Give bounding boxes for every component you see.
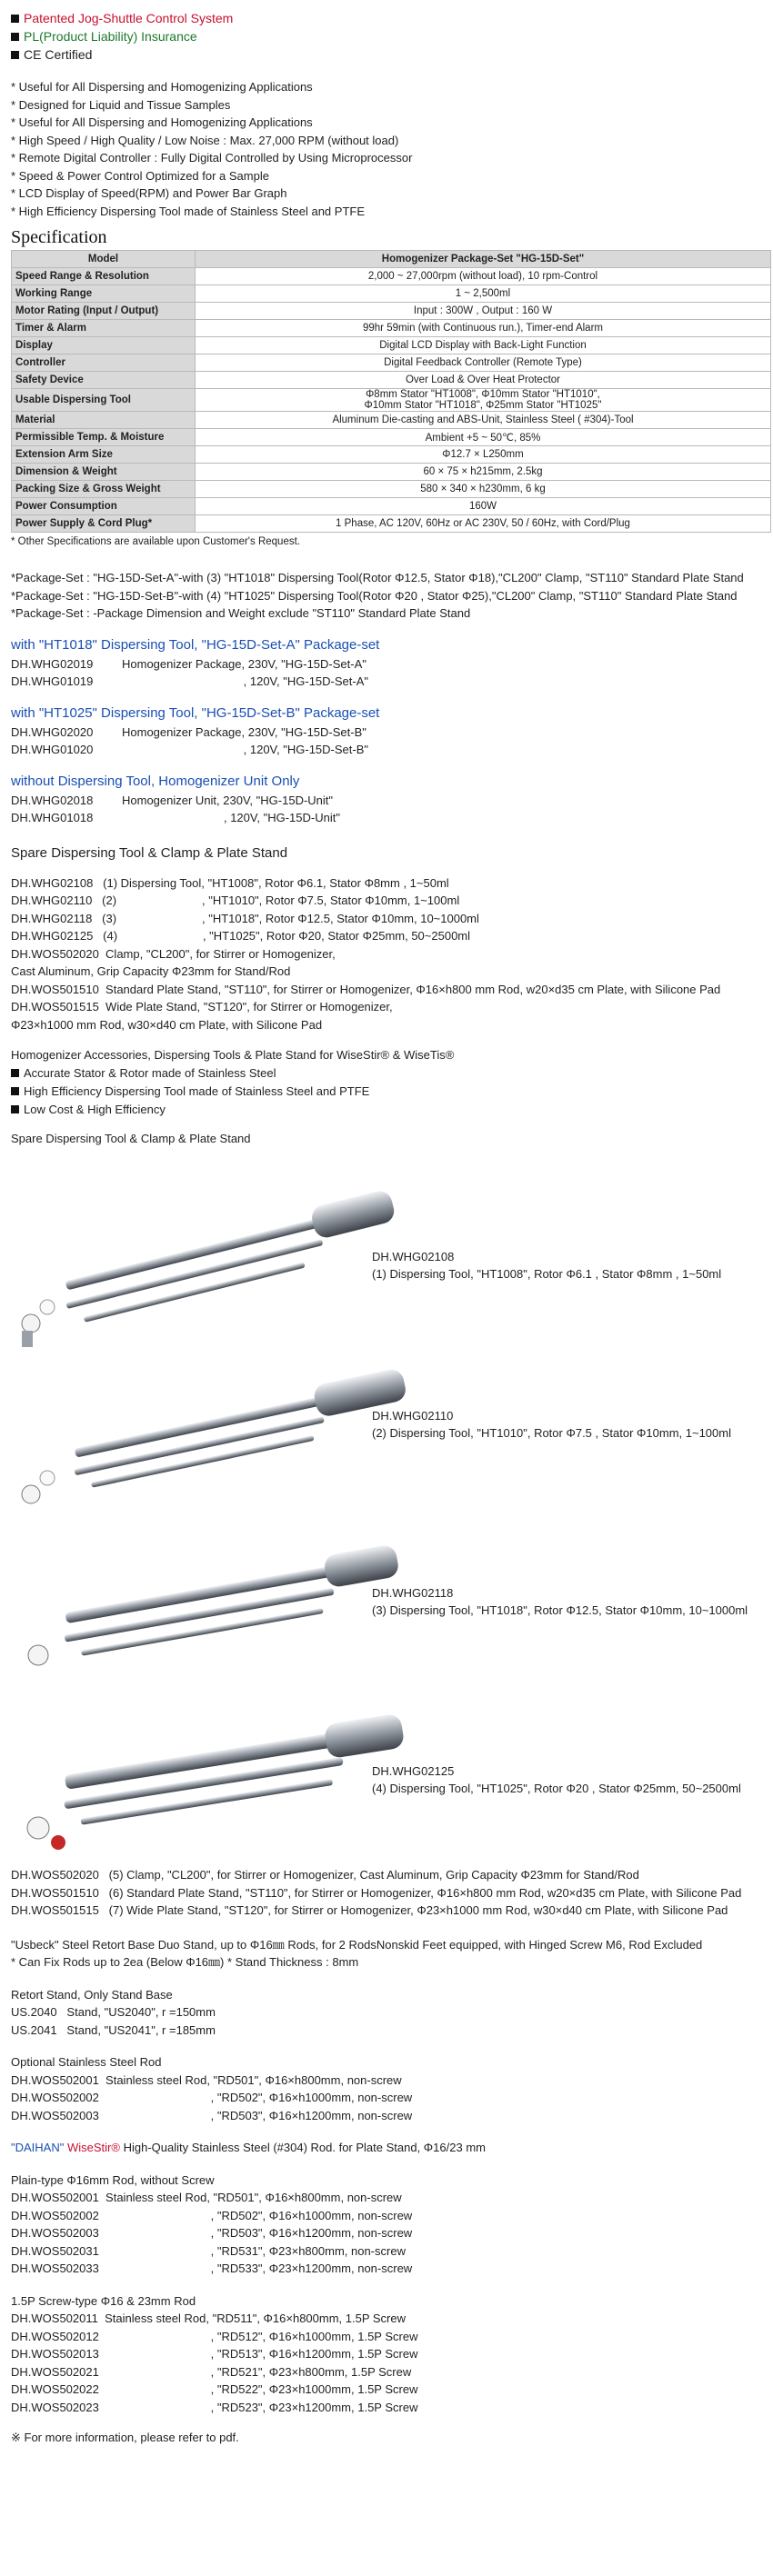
screw-line: DH.WOS502022 , "RD522", Φ23×h1000mm, 1.5P Screw: [11, 2382, 418, 2396]
spec-value: Digital Feedback Controller (Remote Type): [196, 354, 771, 372]
spec-header-cell: Model: [12, 251, 196, 268]
product-desc: , 120V, "HG-15D-Unit": [122, 811, 340, 824]
spec-key: Power Consumption: [12, 498, 196, 515]
spec-row: [12, 268, 771, 285]
tool-caption: [372, 1248, 721, 1283]
square-bullet-icon: [11, 1105, 19, 1113]
footer-note: ※ For more information, please refer to pdf.: [11, 2431, 239, 2444]
bullet-line: * High Speed / High Quality / Low Noise : Max. 27,000 RPM (without load): [11, 133, 399, 147]
tool-caption: [372, 1407, 731, 1442]
optional-title: Optional Stainless Steel Rod: [11, 2055, 162, 2069]
bullet-line: * Useful for All Dispersing and Homogenizing Applications: [11, 80, 313, 94]
feature-text: Patented Jog-Shuttle Control System: [24, 11, 234, 25]
product-desc: , 120V, "HG-15D-Set-A": [122, 674, 369, 688]
spec-key: Timer & Alarm: [12, 320, 196, 337]
optional-line: DH.WOS502003 , "RD503", Φ16×h1200mm, non-screw: [11, 2108, 413, 2122]
spec-row: [12, 285, 771, 303]
tool-code: DH.WHG02125: [372, 1764, 455, 1778]
spare-line: DH.WHG02108 (1) Dispersing Tool, "HT1008", Rotor Φ6.1, Stator Φ8mm , 1~50ml: [11, 875, 449, 890]
accessory-point: [11, 1101, 762, 1119]
product-code: DH.WHG02019: [11, 656, 94, 671]
clamp-line: DH.WOS501515 (7) Wide Plate Stand, "ST120", for Stirrer or Homogenizer, Φ23×h1000 mm Rod, w30×d40 cm Plate, with Silicone Pad: [11, 1903, 728, 1917]
spare-line: Φ23×h1000 mm Rod, w30×d40 cm Plate, with Silicone Pad: [11, 1017, 323, 1032]
tool-block: [11, 1153, 762, 1351]
set-b-title: with "HT1025" Dispersing Tool, "HG-15D-Set-B" Package-set: [11, 704, 380, 721]
accessory-text: Low Cost & High Efficiency: [24, 1102, 166, 1116]
set-a-title: with "HT1018" Dispersing Tool, "HG-15D-Set-A" Package-set: [11, 636, 380, 653]
spec-row: [12, 464, 771, 481]
bullet-line: * High Efficiency Dispersing Tool made of Stainless Steel and PTFE: [11, 204, 365, 218]
daihan-text: High-Quality Stainless Steel (#304) Rod. for Plate Stand, Φ16/23 mm: [123, 2141, 486, 2154]
retort-line: US.2041 Stand, "US2041", r =185mm: [11, 2022, 216, 2037]
daihan-brand: "DAIHAN": [11, 2141, 65, 2154]
square-bullet-icon: [11, 51, 19, 59]
usbeck-line: * Can Fix Rods up to 2ea (Below Φ16㎜) * Stand Thickness : 8mm: [11, 1955, 359, 1969]
spec-value: Digital LCD Display with Back-Light Function: [196, 337, 771, 354]
product-desc: , 120V, "HG-15D-Set-B": [122, 743, 369, 756]
plain-line: DH.WOS502033 , "RD533", Φ23×h1200mm, non-screw: [11, 2261, 413, 2275]
tool-desc: (4) Dispersing Tool, "HT1025", Rotor Φ20 , Stator Φ25mm, 50~2500ml: [372, 1782, 741, 1795]
bullet-line: * Remote Digital Controller : Fully Digital Controlled by Using Microprocessor: [11, 151, 413, 165]
feature-item: [11, 45, 762, 64]
spec-note: * Other Specifications are available upon Customer's Request.: [11, 536, 300, 547]
spare-line: DH.WOS501515 Wide Plate Stand, "ST120", for Stirrer or Homogenizer,: [11, 1000, 393, 1013]
square-bullet-icon: [11, 15, 19, 23]
spec-value: Φ8mm Stator "HT1008", Φ10mm Stator "HT1010", Φ10mm Stator "HT1018", Φ25mm Stator "HT1025": [196, 389, 771, 412]
daihan-line: [11, 2139, 762, 2157]
tool-code: DH.WHG02118: [372, 1586, 454, 1600]
spec-key: Usable Dispersing Tool: [12, 389, 196, 412]
usbeck-line: "Usbeck" Steel Retort Base Duo Stand, up to Φ16㎜ Rods, for 2 RodsNonskid Feet equipped, with Hinged Screw M6, Rod Excluded: [11, 1937, 703, 1952]
optional-line: DH.WOS502001 Stainless steel Rod, "RD501", Φ16×h800mm, non-screw: [11, 2072, 402, 2087]
product-page: [11, 9, 762, 2447]
spec-row: [12, 412, 771, 429]
tool-code: DH.WHG02108: [372, 1250, 455, 1263]
spec-value: 1 Phase, AC 120V, 60Hz or AC 230V, 50 / 60Hz, with Cord/Plug: [196, 515, 771, 533]
package-notes: [11, 569, 762, 623]
screw-line: DH.WOS502011 Stainless steel Rod, "RD511", Φ16×h800mm, 1.5P Screw: [11, 2311, 407, 2325]
spec-header-row: [12, 251, 771, 268]
plain-title: Plain-type Φ16mm Rod, without Screw: [11, 2172, 215, 2187]
bullet-list: [11, 78, 762, 220]
clamp-line: DH.WOS501510 (6) Standard Plate Stand, "ST110", for Stirrer or Homogenizer, Φ16×h800 mm Rod, w20×d35 cm Plate, with Silicone Pad: [11, 1885, 742, 1900]
bullet-line: * Designed for Liquid and Tissue Samples: [11, 97, 231, 112]
spec-value: Aluminum Die-casting and ABS-Unit, Stainless Steel ( #304)-Tool: [196, 412, 771, 429]
tool-code: DH.WHG02110: [372, 1409, 454, 1423]
product-code: DH.WHG01018: [11, 811, 94, 824]
feature-text: PL(Product Liability) Insurance: [24, 29, 197, 44]
spec-key: Extension Arm Size: [12, 446, 196, 464]
feature-text: CE Certified: [24, 47, 93, 62]
screw-line: DH.WOS502021 , "RD521", Φ23×h800mm, 1.5P Screw: [11, 2364, 412, 2379]
spec-key: Working Range: [12, 285, 196, 303]
screw-title: 1.5P Screw-type Φ16 & 23mm Rod: [11, 2293, 196, 2308]
bullet-line: * Useful for All Dispersing and Homogenizing Applications: [11, 115, 313, 129]
spare-line: DH.WOS501510 Standard Plate Stand, "ST110", for Stirrer or Homogenizer, Φ16×h800 mm Rod, w20×d35 cm Plate, with Silicone Pad: [11, 982, 721, 996]
spec-row: [12, 320, 771, 337]
spare-line: DH.WHG02118 (3) , "HT1018", Rotor Φ12.5, Stator Φ10mm, 10~1000ml: [11, 911, 479, 925]
spec-row: [12, 429, 771, 446]
tool-caption: [372, 1584, 748, 1619]
spare-list: [11, 874, 762, 1034]
spec-key: Motor Rating (Input / Output): [12, 303, 196, 320]
feature-list: [11, 9, 762, 64]
spec-header-cell: Homogenizer Package-Set "HG-15D-Set": [196, 251, 771, 268]
spec-key: Safety Device: [12, 372, 196, 389]
spec-row: [12, 372, 771, 389]
tool-block: [11, 1351, 762, 1519]
spec-value: 160W: [196, 498, 771, 515]
spare-title: Spare Dispersing Tool & Clamp & Plate Stand: [11, 844, 288, 861]
tool-caption: [372, 1762, 741, 1797]
square-bullet-icon: [11, 1087, 19, 1095]
optional-line: DH.WOS502002 , "RD502", Φ16×h1000mm, non-screw: [11, 2091, 413, 2104]
square-bullet-icon: [11, 33, 19, 41]
plain-line: DH.WOS502003 , "RD503", Φ16×h1200mm, non-screw: [11, 2226, 413, 2240]
spec-key: Packing Size & Gross Weight: [12, 481, 196, 498]
screw-line: DH.WOS502023 , "RD523", Φ23×h1200mm, 1.5P Screw: [11, 2400, 418, 2414]
spec-value: Φ12.7 × L250mm: [196, 446, 771, 464]
square-bullet-icon: [11, 1069, 19, 1077]
spec-value: Input : 300W , Output : 160 W: [196, 303, 771, 320]
accessory-text: High Efficiency Dispersing Tool made of Stainless Steel and PTFE: [24, 1083, 370, 1098]
spec-key: Speed Range & Resolution: [12, 268, 196, 285]
product-code: DH.WHG01020: [11, 743, 94, 756]
feature-item: [11, 9, 762, 27]
screw-line: DH.WOS502013 , "RD513", Φ16×h1200mm, 1.5P Screw: [11, 2347, 418, 2361]
spec-key: Material: [12, 412, 196, 429]
plain-line: DH.WOS502001 Stainless steel Rod, "RD501", Φ16×h800mm, non-screw: [11, 2191, 402, 2204]
tool-block: [11, 1682, 762, 1855]
spec-row: [12, 515, 771, 533]
package-note: *Package-Set : "HG-15D-Set-B"-with (4) "HT1025" Dispersing Tool(Rotor Φ20 , Stator Φ25),"CL200" Clamp, "ST110" Standard Plate Stand: [11, 588, 738, 603]
spec-value: 99hr 59min (with Continuous run.), Timer-end Alarm: [196, 320, 771, 337]
spec-body: [12, 268, 771, 533]
spec-key: Power Supply & Cord Plug*: [12, 515, 196, 533]
accessories-title: Homogenizer Accessories, Dispersing Tools & Plate Stand for WiseStir® & WiseTis®: [11, 1048, 455, 1062]
accessories-subtitle: Spare Dispersing Tool & Clamp & Plate Stand: [11, 1131, 251, 1145]
spec-key: Permissible Temp. & Moisture: [12, 429, 196, 446]
product-code: DH.WHG02020: [11, 724, 94, 739]
tool-block: [11, 1519, 762, 1682]
tool-desc: (3) Dispersing Tool, "HT1018", Rotor Φ12.5, Stator Φ10mm, 10~1000ml: [372, 1603, 748, 1617]
spare-line: DH.WHG02110 (2) , "HT1010", Rotor Φ7.5, Stator Φ10mm, 1~100ml: [11, 894, 460, 907]
spare-line: DH.WHG02125 (4) , "HT1025", Rotor Φ20, Stator Φ25mm, 50~2500ml: [11, 929, 471, 943]
retort-title: Retort Stand, Only Stand Base: [11, 1987, 173, 2002]
spec-key: Display: [12, 337, 196, 354]
product-code: DH.WHG02018: [11, 793, 94, 807]
spec-row: [12, 498, 771, 515]
retort-line: US.2040 Stand, "US2040", r =150mm: [11, 2005, 216, 2019]
spec-value: 2,000 ~ 27,000rpm (without load), 10 rpm-Control: [196, 268, 771, 285]
accessory-text: Accurate Stator & Rotor made of Stainless Steel: [24, 1065, 276, 1080]
spec-row: [12, 303, 771, 320]
clamp-list: [11, 1866, 762, 1920]
spec-value: 1 ~ 2,500ml: [196, 285, 771, 303]
package-note: *Package-Set : -Package Dimension and Weight exclude "ST110" Standard Plate Stand: [11, 606, 471, 620]
bullet-line: * Speed & Power Control Optimized for a Sample: [11, 168, 269, 183]
wisestir-brand: WiseStir®: [66, 2141, 120, 2154]
clamp-line: DH.WOS502020 (5) Clamp, "CL200", for Stirrer or Homogenizer, Cast Aluminum, Grip Capacity Φ23mm for Stand/Rod: [11, 1868, 639, 1882]
spare-line: DH.WOS502020 Clamp, "CL200", for Stirrer or Homogenizer,: [11, 946, 336, 961]
product-desc: Homogenizer Unit, 230V, "HG-15D-Unit": [122, 793, 334, 807]
spec-value: 60 × 75 × h215mm, 2.5kg: [196, 464, 771, 481]
package-note: *Package-Set : "HG-15D-Set-A"-with (3) "HT1018" Dispersing Tool(Rotor Φ12.5, Stator Φ18),"CL200" Clamp, "ST110" Standard Plate Stand: [11, 571, 744, 584]
spec-row: [12, 446, 771, 464]
spec-value: Ambient +5 ~ 50℃, 85%: [196, 429, 771, 446]
product-desc: Homogenizer Package, 230V, "HG-15D-Set-B": [122, 724, 366, 739]
spec-row: [12, 337, 771, 354]
product-desc: Homogenizer Package, 230V, "HG-15D-Set-A": [122, 656, 366, 671]
spec-key: Dimension & Weight: [12, 464, 196, 481]
feature-item: [11, 27, 762, 45]
spec-table: [11, 250, 771, 533]
tool-desc: (2) Dispersing Tool, "HT1010", Rotor Φ7.5 , Stator Φ10mm, 1~100ml: [372, 1426, 731, 1440]
spare-line: Cast Aluminum, Grip Capacity Φ23mm for Stand/Rod: [11, 964, 291, 978]
screw-line: DH.WOS502012 , "RD512", Φ16×h1000mm, 1.5P Screw: [11, 2329, 418, 2343]
spec-row: [12, 481, 771, 498]
spec-key: Controller: [12, 354, 196, 372]
spec-value: Over Load & Over Heat Protector: [196, 372, 771, 389]
tool-desc: (1) Dispersing Tool, "HT1008", Rotor Φ6.1 , Stator Φ8mm , 1~50ml: [372, 1267, 722, 1281]
plain-line: DH.WOS502002 , "RD502", Φ16×h1000mm, non-screw: [11, 2208, 413, 2222]
spec-title: Specification: [11, 227, 107, 247]
spec-value: 580 × 340 × h230mm, 6 kg: [196, 481, 771, 498]
plain-line: DH.WOS502031 , "RD531", Φ23×h800mm, non-screw: [11, 2243, 406, 2258]
bullet-line: * LCD Display of Speed(RPM) and Power Bar Graph: [11, 186, 287, 200]
spec-row: [12, 354, 771, 372]
spec-row: [12, 389, 771, 412]
unit-only-title: without Dispersing Tool, Homogenizer Unit Only: [11, 773, 300, 789]
accessory-point: [11, 1064, 762, 1083]
product-code: DH.WHG01019: [11, 674, 94, 688]
accessory-point: [11, 1083, 762, 1101]
